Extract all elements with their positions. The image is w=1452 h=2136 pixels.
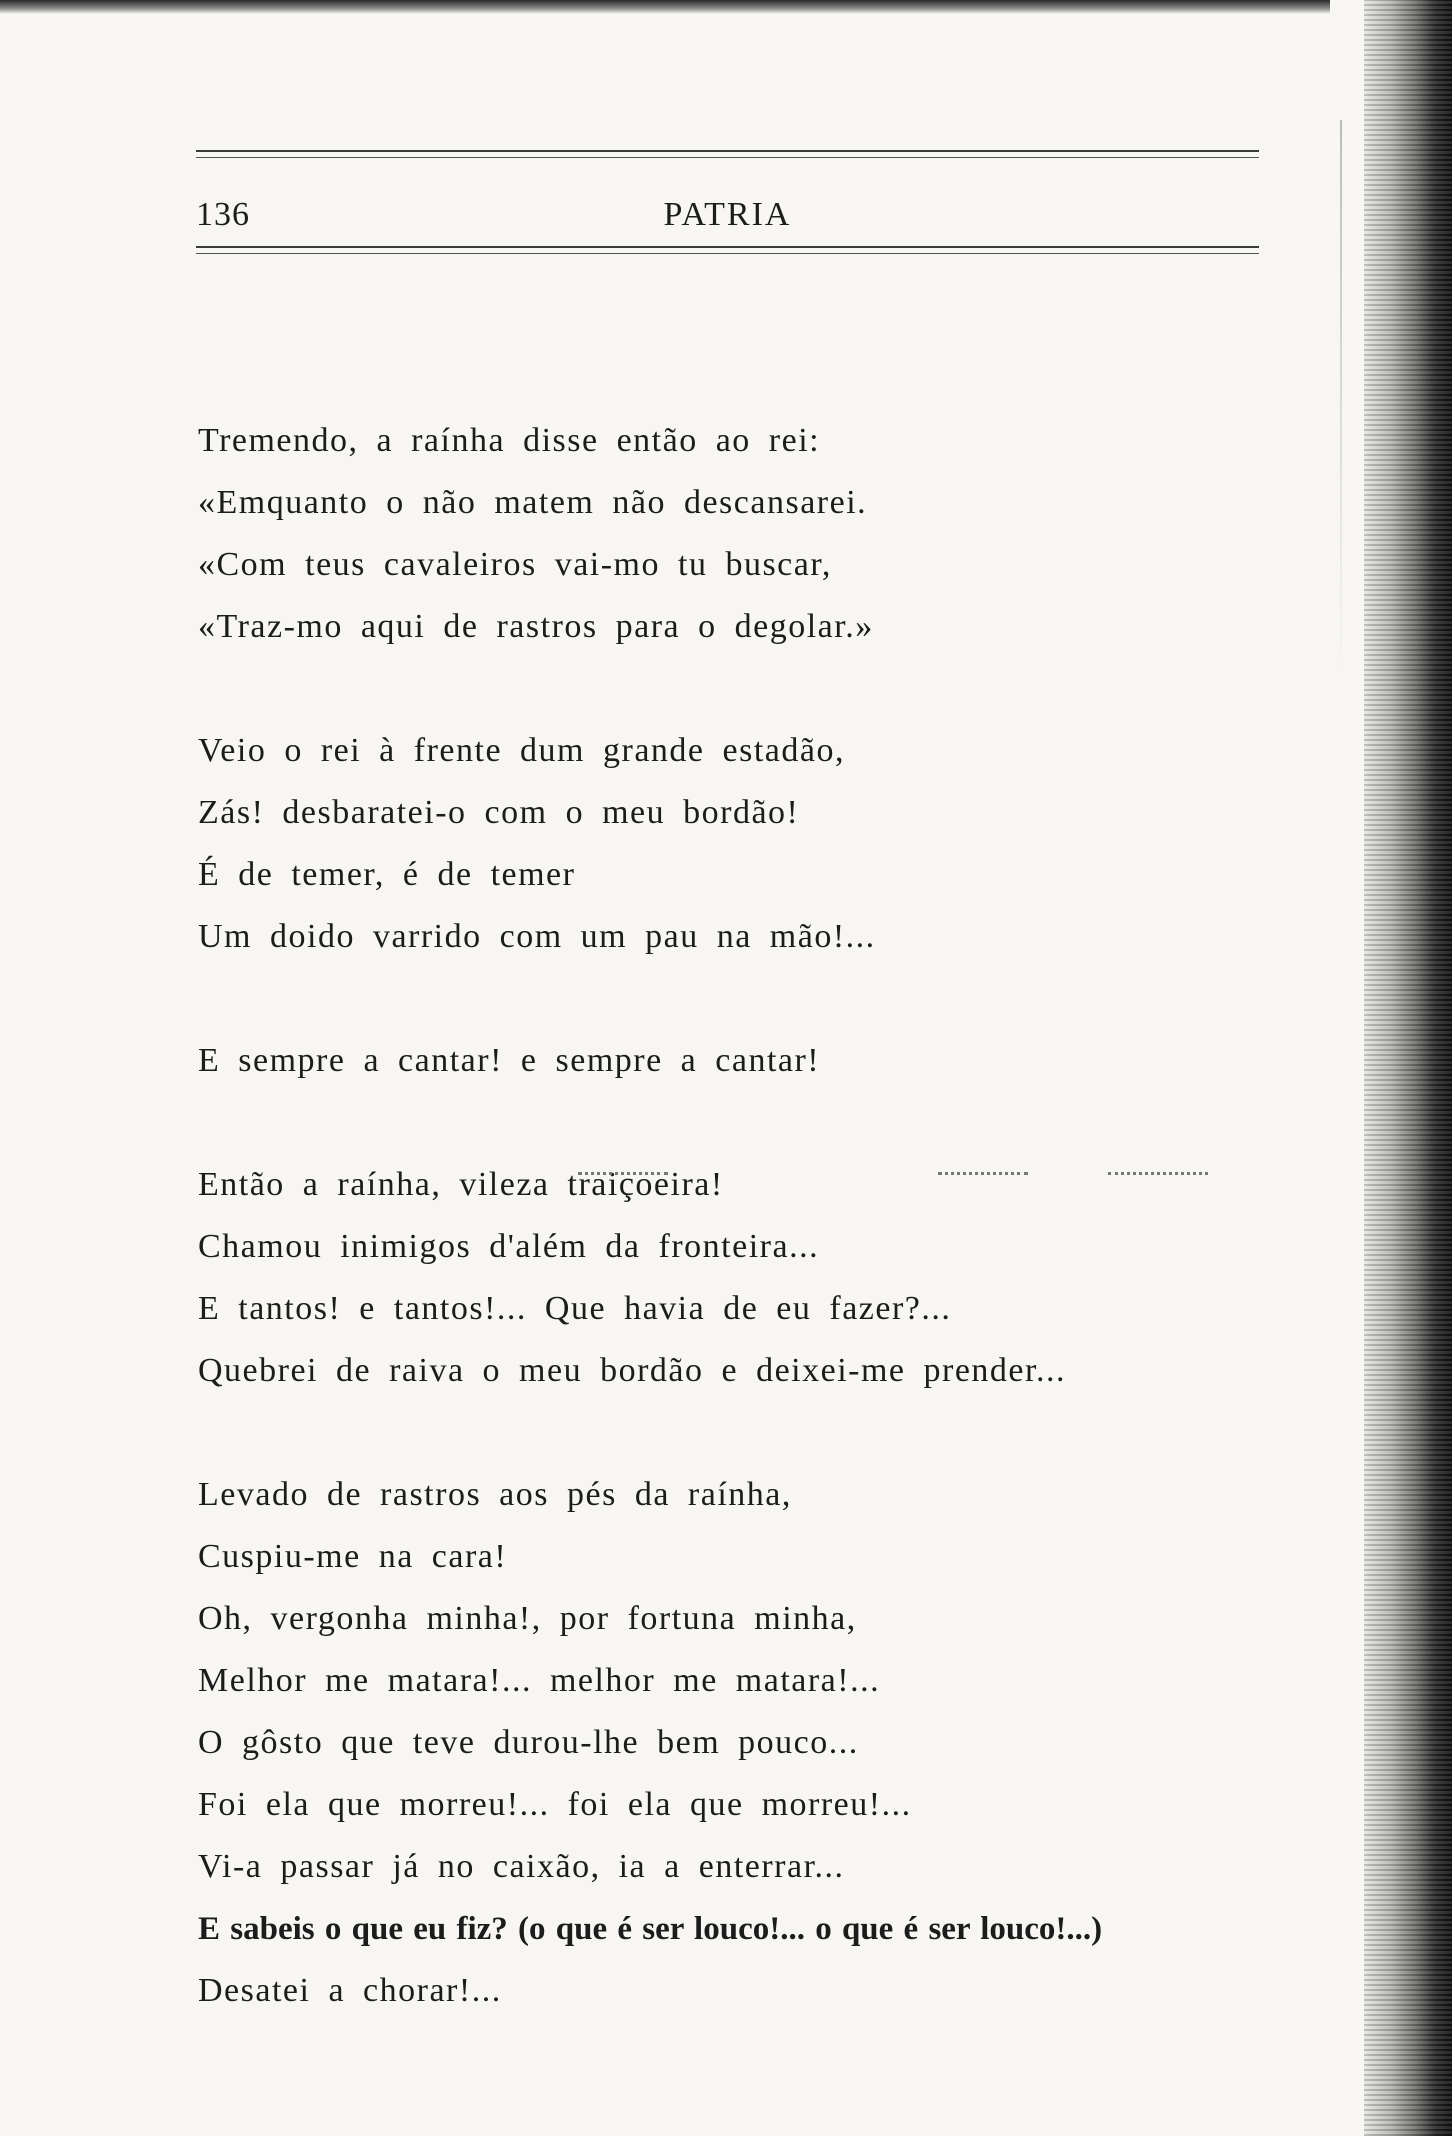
header-top-rule-thin <box>196 157 1259 158</box>
stanza-5 <box>198 1464 1278 2022</box>
running-head: PATRIA <box>663 196 792 233</box>
verse-line: Tremendo, a raínha disse então ao rei: <box>198 422 821 459</box>
dotted-leader <box>938 1172 1028 1175</box>
scan-spine-shadow <box>1340 120 1342 680</box>
verse-line: E sempre a cantar! e sempre a cantar! <box>198 1042 821 1079</box>
stanza-2 <box>198 720 1278 968</box>
verse-line: «Traz-mo aqui de rastros para o degolar.» <box>198 608 874 645</box>
section-break-dots <box>198 1144 1278 1206</box>
stanza-3 <box>198 1030 1278 1092</box>
verse-line: Foi ela que morreu!... foi ela que morreu!... <box>198 1786 912 1823</box>
verse-line: E sabeis o que eu fiz? (o que é ser louco!... o que é ser louco!...) <box>198 1911 1103 1947</box>
verse-line: Zás! desbaratei-o com o meu bordão! <box>198 794 800 831</box>
verse-line: Então a raínha, vileza traiçoeira! <box>198 1166 724 1203</box>
verse-line: Chamou inimigos d'além da fronteira... <box>198 1228 820 1265</box>
header-bottom-rule-thin <box>196 253 1259 254</box>
header-bottom-rule <box>196 246 1259 248</box>
page-header <box>196 150 1259 254</box>
poem-body <box>198 410 1278 2084</box>
dotted-leader <box>1108 1172 1208 1175</box>
verse-line: Oh, vergonha minha!, por fortuna minha, <box>198 1600 857 1637</box>
verse-line: Um doido varrido com um pau na mão!... <box>198 918 876 955</box>
verse-line: Quebrei de raiva o meu bordão e deixei-me prender... <box>198 1352 1066 1389</box>
header-top-rule <box>196 150 1259 152</box>
verse-line: «Com teus cavaleiros vai-mo tu buscar, <box>198 546 832 583</box>
verse-line: Melhor me matara!... melhor me matara!... <box>198 1662 881 1699</box>
verse-line: O gôsto que teve durou-lhe bem pouco... <box>198 1724 859 1761</box>
verse-line: Vi-a passar já no caixão, ia a enterrar... <box>198 1848 845 1885</box>
stanza-1 <box>198 410 1278 658</box>
verse-line: É de temer, é de temer <box>198 856 576 893</box>
verse-line: Cuspiu-me na cara! <box>198 1538 508 1575</box>
page-number: 136 <box>196 196 250 233</box>
verse-line: Desatei a chorar!... <box>198 1972 502 2009</box>
header-row <box>196 182 1259 246</box>
verse-line: E tantos! e tantos!... Que havia de eu fazer?... <box>198 1290 952 1327</box>
scan-top-edge <box>0 0 1330 14</box>
verse-line: Levado de rastros aos pés da raínha, <box>198 1476 792 1513</box>
verse-line: «Emquanto o não matem não descansarei. <box>198 484 868 521</box>
scan-binding-edge <box>1364 0 1452 2136</box>
verse-line: Veio o rei à frente dum grande estadão, <box>198 732 845 769</box>
dotted-leader <box>578 1172 668 1175</box>
